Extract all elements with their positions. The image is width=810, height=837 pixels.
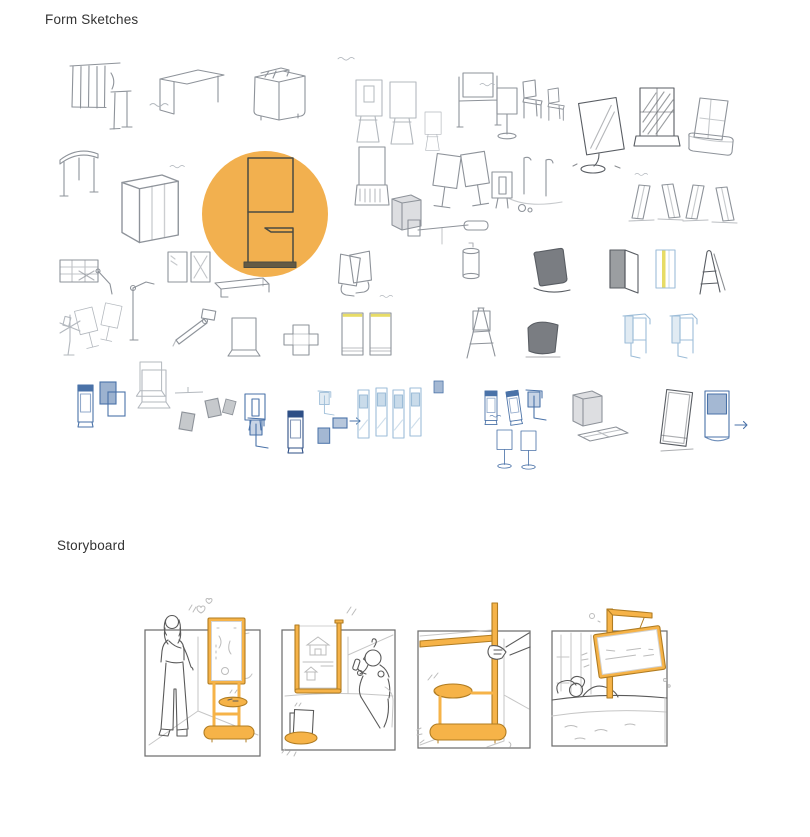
sketch-panel-vented-base: [355, 147, 389, 205]
sketch-leaning-panel-1: [629, 185, 654, 221]
sketch-blue-kiosk: [78, 385, 93, 427]
sketch-panel-in-tub-base: [689, 98, 733, 155]
sketch-blue-trio-b: [506, 390, 523, 425]
sketch-annotation: [150, 104, 168, 107]
sketch-tiny-panel: [434, 381, 443, 393]
sketch-kiosk-yellow-top-a: [342, 313, 363, 355]
sketch-tilting-mirror-pedestal: [573, 98, 624, 173]
sketch-yellow-stripe-panel: [656, 250, 675, 288]
sketch-folding-arm-screen: [173, 309, 216, 346]
storyboard-panel-4: [552, 609, 670, 746]
sketch-blue-pole-stand-a: [497, 430, 512, 468]
sketch-double-doors: [168, 252, 210, 282]
sketch-annotation: [490, 415, 501, 417]
sketch-annotation: [480, 83, 494, 85]
sketch-navy-kiosk: [288, 411, 303, 453]
sketch-hanging-rod: [175, 387, 203, 393]
sketch-curved-foot-stand-b: [349, 251, 372, 293]
sketch-frame-on-pole: [497, 88, 517, 139]
sketch-small-stand: [425, 112, 441, 150]
sketch-blue-pole-stand-b: [521, 431, 536, 469]
sketch-dark-tilted-screen: [532, 246, 571, 292]
sketch-a-frame-stand: [700, 251, 725, 295]
sketch-blue-hanging-panel-a: [623, 314, 650, 358]
tilted-display: [593, 625, 665, 678]
sketch-easel-frame: [457, 73, 501, 127]
storyboard-canvas: [135, 595, 675, 770]
sketch-wardrobe-box: [122, 175, 178, 243]
sketch-leaning-panel-4: [712, 187, 737, 223]
sketch-blue-trio-c: [526, 390, 546, 420]
sketch-thin-panel-1: [358, 390, 369, 438]
storyboard-title: Storyboard: [57, 538, 126, 553]
sketch-tilted-mirror-b: [461, 151, 493, 206]
sketch-flat-grid-panel: [578, 427, 628, 441]
sketch-tall-frame: [136, 362, 165, 396]
sketch-display-hatched-screen: [634, 88, 680, 146]
sketch-small-tilt-panel-a: [74, 307, 101, 349]
sketch-blue-trio-a: [485, 391, 497, 425]
sketch-panel-trapezoid-stand-2: [390, 82, 416, 144]
sketch-row-2: [60, 147, 737, 243]
sketch-blue-hanging-panel-b: [670, 314, 697, 358]
sketch-annotation: [635, 173, 648, 175]
sketch-half-round-table: [60, 151, 98, 196]
sketch-row-1: [70, 57, 733, 173]
sketch-blue-cart-arrow: [333, 418, 360, 428]
sketch-gray-box: [573, 391, 602, 426]
sketch-light-door-frame: [138, 370, 170, 408]
sketch-annotation: [380, 295, 393, 297]
sketch-leaning-tall-frame: [660, 390, 693, 451]
sketch-card-b: [205, 398, 221, 417]
form-sketches-canvas: [50, 55, 770, 505]
sketch-kiosk-with-arrow: [705, 391, 747, 441]
storyboard-panel-3: [417, 603, 530, 748]
sketch-thin-panel-3: [393, 390, 404, 438]
sketch-curved-foot-stand-a: [337, 254, 360, 296]
sketch-thin-panel-4: [410, 388, 421, 436]
sketch-panel-back-view: [492, 172, 512, 208]
sketch-open-top-cabinet: [254, 68, 305, 120]
sketch-gray-door-pair: [610, 250, 638, 293]
sketch-wall-arm-panel: [60, 260, 112, 294]
sketch-dark-curved-screen: [526, 322, 560, 357]
sketch-tilted-mirror-a: [430, 153, 461, 208]
sketch-card-a: [179, 412, 195, 431]
sketch-long-shelf: [215, 278, 269, 297]
sketch-hanging-panel-rack: [70, 63, 132, 129]
sketch-thin-panel-2: [376, 388, 387, 436]
sketch-leaning-panel-2: [658, 184, 683, 220]
sketch-card-c: [222, 399, 236, 415]
sketch-bar-with-roll: [408, 220, 488, 244]
highlight-circle: [202, 151, 328, 277]
sketch-inner-figure: [364, 86, 374, 102]
sketch-cross-fold-panel: [284, 325, 318, 355]
sketch-blue-card: [318, 428, 330, 443]
sketch-small-tilt-panel-b: [98, 303, 122, 342]
storyboard-panel-2: [282, 607, 395, 756]
sketch-panel-trapezoid-stand: [356, 80, 382, 142]
sketch-blue-panel-pair: [100, 382, 125, 416]
sketch-a-frame-easel-large: [467, 308, 495, 358]
sketch-pole-articulated-arm: [130, 282, 154, 340]
sketch-kiosk-yellow-top-b: [370, 313, 391, 355]
sketch-cylinder-stand: [463, 243, 479, 279]
sketch-corner-desk: [160, 70, 224, 114]
sketch-rotating-poles: [508, 157, 562, 212]
sketch-vent-box: [392, 195, 421, 230]
form-sketches-title: Form Sketches: [45, 12, 139, 27]
sketch-row-4: [78, 370, 747, 469]
storyboard-strip: [135, 595, 675, 775]
seated-person: [352, 639, 390, 728]
sketch-chair: [523, 80, 542, 118]
sketch-leaning-panel-3: [683, 185, 708, 221]
sketch-small-blue-stand: [318, 391, 334, 415]
form-sketches-board: [50, 55, 770, 510]
sketch-panel-on-base: [228, 318, 260, 356]
sketch-chair-2: [548, 88, 564, 120]
sketch-annotation: [338, 57, 354, 60]
sketch-annotation: [170, 165, 184, 167]
sketch-blue-c-stand: [248, 418, 268, 448]
storyboard-panel-1: [145, 599, 260, 757]
